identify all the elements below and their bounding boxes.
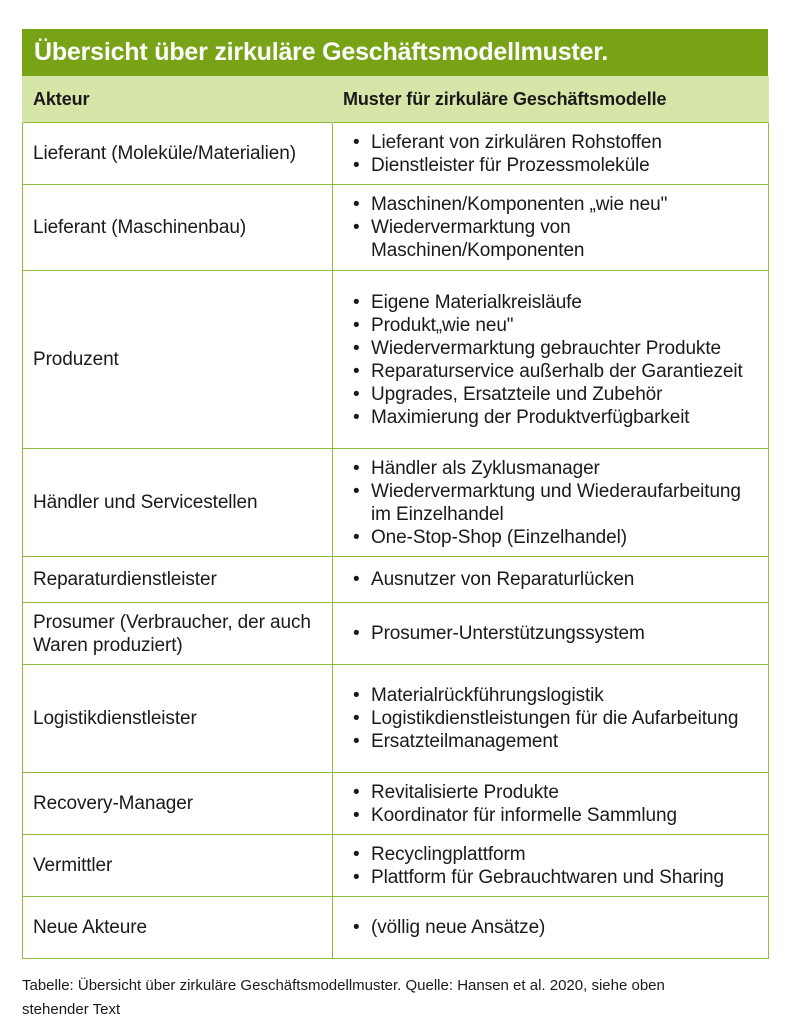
table-title: Übersicht über zirkuläre Geschäftsmodellmuster. xyxy=(22,29,768,76)
patterns-cell xyxy=(333,449,769,557)
patterns-cell xyxy=(333,557,769,603)
actor-cell: Lieferant (Moleküle/Materialien) xyxy=(23,123,333,185)
pattern-item: • Koordinator für informelle Sammlung xyxy=(349,804,762,827)
actor-cell: Reparaturdienstleister xyxy=(23,557,333,603)
pattern-list xyxy=(349,193,762,262)
pattern-item: • Wiedervermarktung und Wiederaufarbeitung im Einzelhandel xyxy=(349,480,762,526)
pattern-item: • (völlig neue Ansätze) xyxy=(349,916,762,939)
table-row xyxy=(23,271,769,449)
pattern-item: • Wiedervermarktung von Maschinen/Komponenten xyxy=(349,216,762,262)
actor-cell: Recovery-Manager xyxy=(23,773,333,835)
actor-cell: Lieferant (Maschinenbau) xyxy=(23,185,333,271)
pattern-item: • Revitalisierte Produkte xyxy=(349,781,762,804)
pattern-item: • Produkt„wie neu" xyxy=(349,314,762,337)
table-caption: Tabelle: Übersicht über zirkuläre Geschäftsmodellmuster. Quelle: Hansen et al. 2020, siehe oben stehender Text xyxy=(22,977,665,1018)
table-row xyxy=(23,449,769,557)
patterns-cell xyxy=(333,271,769,449)
table-row xyxy=(23,897,769,959)
table-row xyxy=(23,665,769,773)
pattern-item: • Prosumer-Unterstützungssystem xyxy=(349,622,762,645)
table-container xyxy=(22,29,768,959)
patterns-cell xyxy=(333,185,769,271)
pattern-list xyxy=(349,781,762,827)
actor-cell: Logistikdienstleister xyxy=(23,665,333,773)
pattern-item: • Plattform für Gebrauchtwaren und Sharing xyxy=(349,866,762,889)
pattern-item: • Dienstleister für Prozessmoleküle xyxy=(349,154,762,177)
pattern-item: • Logistikdienstleistungen für die Aufarbeitung xyxy=(349,707,762,730)
pattern-list xyxy=(349,684,762,753)
patterns-cell xyxy=(333,835,769,897)
pattern-item: • One-Stop-Shop (Einzelhandel) xyxy=(349,526,762,549)
patterns-cell xyxy=(333,773,769,835)
patterns-cell xyxy=(333,897,769,959)
pattern-list xyxy=(349,843,762,889)
actor-cell: Produzent xyxy=(23,271,333,449)
pattern-list xyxy=(349,291,762,429)
header-row xyxy=(23,76,769,123)
pattern-item: • Lieferant von zirkulären Rohstoffen xyxy=(349,131,762,154)
pattern-item: • Materialrückführungslogistik xyxy=(349,684,762,707)
pattern-item: • Wiedervermarktung gebrauchter Produkte xyxy=(349,337,762,360)
patterns-cell xyxy=(333,603,769,665)
actor-cell: Prosumer (Verbraucher, der auch Waren produziert) xyxy=(23,603,333,665)
table-row xyxy=(23,123,769,185)
pattern-list xyxy=(349,622,762,645)
pattern-list xyxy=(349,131,762,177)
table-row xyxy=(23,603,769,665)
pattern-item: • Maximierung der Produktverfügbarkeit xyxy=(349,406,762,429)
patterns-cell xyxy=(333,123,769,185)
actor-cell: Händler und Servicestellen xyxy=(23,449,333,557)
table-row xyxy=(23,835,769,897)
business-model-table xyxy=(22,76,769,959)
pattern-item: • Recyclingplattform xyxy=(349,843,762,866)
pattern-item: • Eigene Materialkreisläufe xyxy=(349,291,762,314)
header-actor: Akteur xyxy=(23,76,333,123)
pattern-item: • Upgrades, Ersatzteile und Zubehör xyxy=(349,383,762,406)
table-body xyxy=(23,123,769,959)
pattern-item: • Ersatzteilmanagement xyxy=(349,730,762,753)
pattern-item: • Ausnutzer von Reparaturlücken xyxy=(349,568,762,591)
patterns-cell xyxy=(333,665,769,773)
table-row xyxy=(23,773,769,835)
pattern-list xyxy=(349,916,762,939)
actor-cell: Neue Akteure xyxy=(23,897,333,959)
pattern-list xyxy=(349,457,762,549)
pattern-list xyxy=(349,568,762,591)
actor-cell: Vermittler xyxy=(23,835,333,897)
pattern-item: • Reparaturservice außerhalb der Garantiezeit xyxy=(349,360,762,383)
header-patterns: Muster für zirkuläre Geschäftsmodelle xyxy=(333,76,769,123)
table-row xyxy=(23,185,769,271)
pattern-item: • Maschinen/Komponenten „wie neu" xyxy=(349,193,762,216)
pattern-item: • Händler als Zyklusmanager xyxy=(349,457,762,480)
table-row xyxy=(23,557,769,603)
